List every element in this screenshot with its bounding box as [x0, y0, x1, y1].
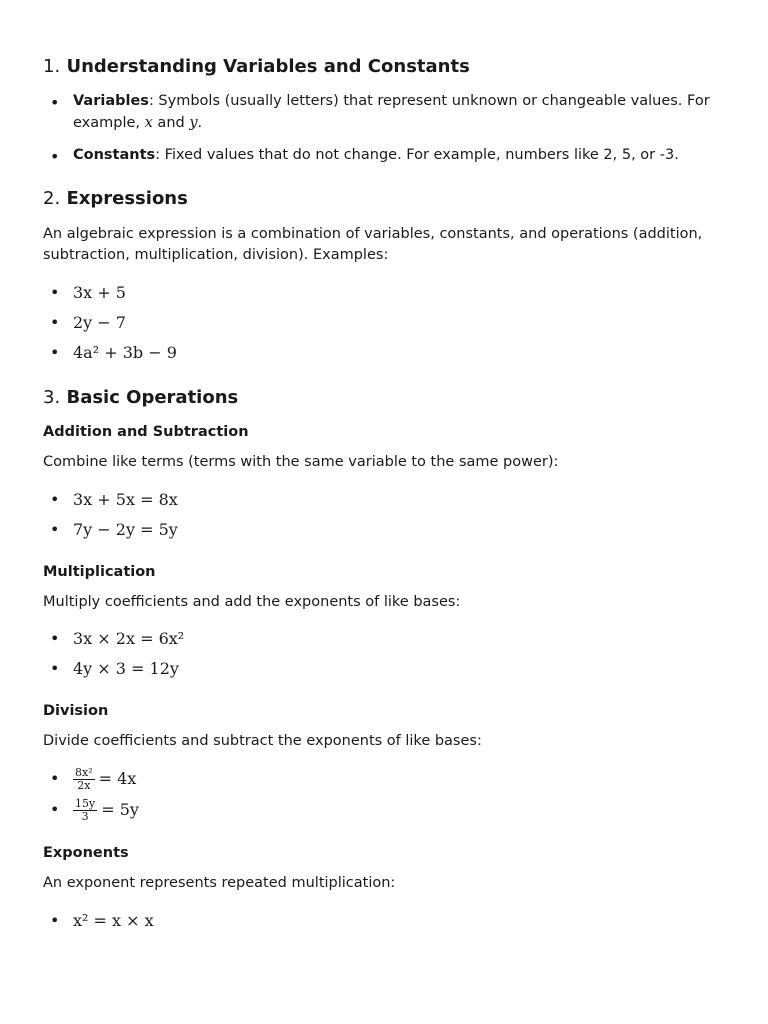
section-title: Understanding Variables and Constants: [66, 56, 470, 77]
list-item: [43, 91, 728, 135]
section-heading: [43, 385, 728, 410]
math-variable: y: [189, 114, 198, 131]
paragraph: An algebraic expression is a combination of variables, constants, and operations (addition, subtraction, multiplication, division). Examples:: [43, 225, 703, 264]
math-example: • 3x + 5x = 8x: [43, 488, 728, 512]
section-title: Expressions: [66, 188, 188, 210]
math-example: [43, 798, 728, 823]
fraction-numerator: • 15y: [75, 797, 96, 810]
term-description: : Symbols (usually letters) that represent unknown or changeable values. For example,: [73, 93, 710, 131]
math-example: [43, 767, 728, 792]
math-example: • 3x + 5: [43, 281, 728, 305]
example-list: [43, 281, 728, 365]
subsection-heading-exponents: Exponents: [43, 845, 129, 862]
example-list: [43, 909, 728, 933]
section-basic-operations: [43, 385, 728, 933]
math-example: • 4a² + 3b − 9: [43, 341, 728, 365]
list-item: [43, 145, 728, 167]
section-heading: [43, 54, 728, 79]
math-example: • 4y × 3 = 12y: [43, 657, 728, 681]
section-number: 2.: [43, 188, 61, 210]
term-label: Variables: [73, 93, 149, 110]
paragraph: An exponent represents repeated multiplication:: [43, 874, 396, 891]
paragraph: Divide coefficients and subtract the exponents of like bases:: [43, 733, 482, 750]
math-example: • 2y − 7: [43, 311, 728, 335]
fraction-result: = 4x: [98, 768, 137, 788]
fraction-numerator: • 8x²: [75, 765, 93, 779]
section-expressions: [43, 186, 728, 365]
math-variable: x: [144, 114, 153, 131]
fraction: [73, 767, 95, 792]
section-title: Basic Operations: [66, 387, 239, 409]
subsection-heading-addition: Addition and Subtraction: [43, 424, 249, 441]
section-number: 1.: [43, 56, 61, 77]
fraction: [73, 798, 97, 823]
term-description: and: [152, 114, 190, 131]
term-description: : Fixed values that do not change. For example, numbers like 2, 5, or -3.: [155, 146, 679, 163]
section-variables-constants: [43, 54, 728, 166]
example-list: [43, 627, 728, 681]
bullet-list: [43, 91, 728, 166]
paragraph: Combine like terms (terms with the same variable to the same power):: [43, 454, 559, 471]
math-example: • 3x × 2x = 6x²: [43, 627, 728, 651]
subsection-heading-division: Division: [43, 703, 109, 720]
term-description: .: [197, 114, 203, 131]
example-list: [43, 488, 728, 542]
fraction-denominator: 2x: [77, 778, 91, 792]
term-label: Constants: [73, 146, 156, 163]
math-example: • 7y − 2y = 5y: [43, 518, 728, 542]
section-heading: [43, 186, 728, 211]
subsection-heading-multiplication: Multiplication: [43, 563, 156, 580]
math-example: • x² = x × x: [43, 909, 728, 933]
paragraph: Multiply coefficients and add the exponents of like bases:: [43, 593, 461, 610]
fraction-result: = 5y: [101, 800, 139, 820]
section-number: 3.: [43, 387, 61, 409]
example-list: [43, 767, 728, 823]
fraction-denominator: 3: [81, 810, 89, 824]
